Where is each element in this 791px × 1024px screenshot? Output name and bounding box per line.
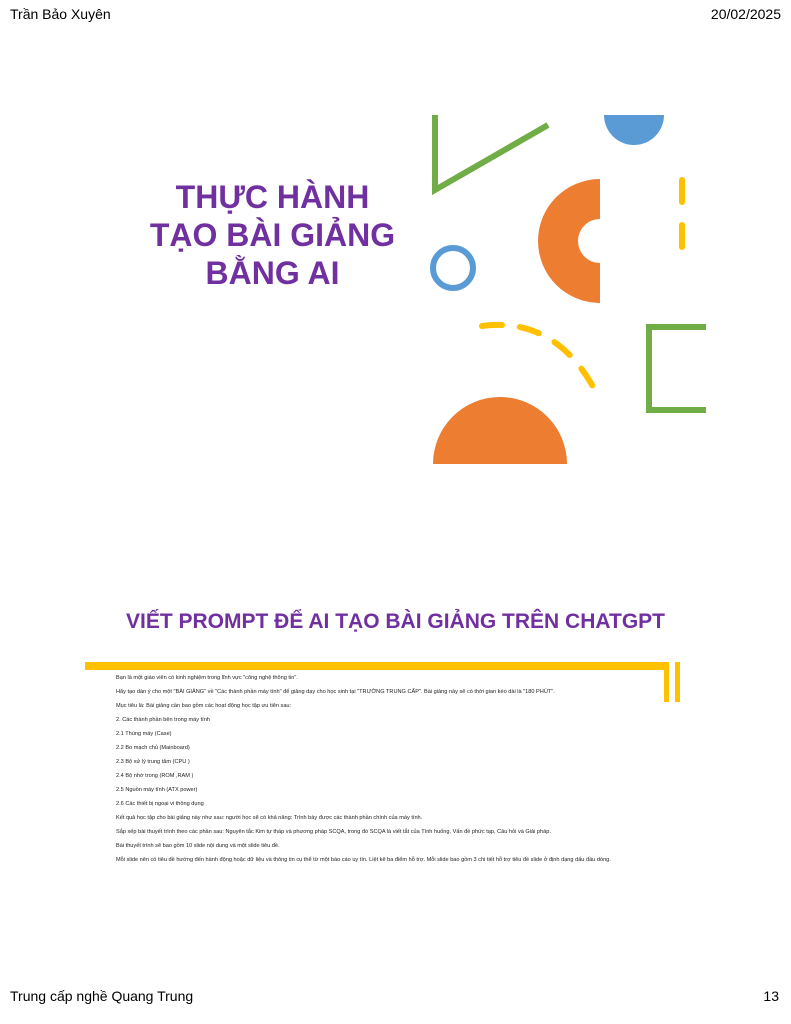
- slide2-title: VIẾT PROMPT ĐỂ AI TẠO BÀI GIẢNG TRÊN CHATGPT: [125, 610, 665, 633]
- blue-half-circle: [604, 115, 664, 145]
- prompt-line: 2.3 Bộ xử lý trung tâm (CPU ): [116, 759, 190, 765]
- prompt-line: 2.4 Bộ nhớ trong (ROM ,RAM ): [116, 773, 194, 779]
- header-author: Trần Bảo Xuyên: [10, 6, 111, 22]
- prompt-line: 2.2 Bo mạch chủ (Mainboard): [116, 745, 190, 751]
- prompt-line: 2.6 Các thiết bị ngoại vi thông dụng: [116, 801, 204, 807]
- green-triangle: [435, 115, 548, 190]
- slide1-title-line-3: BẰNG AI: [205, 255, 340, 291]
- prompt-line: Hãy tạo dàn ý cho một "BÀI GIẢNG" về "Các thành phần máy tính" để giảng dạy cho học sinh tại "TRƯỜNG TRUNG CẤP". Bài giảng này sẽ có thời gian kéo dài là "180 PHÚT".: [116, 689, 555, 695]
- green-square: [649, 327, 706, 410]
- accent-bar-2: [675, 662, 680, 702]
- prompt-line: Bạn là một giáo viên có kinh nghiệm trong lĩnh vực "công nghệ thông tin".: [116, 675, 298, 681]
- slide1-title-line-1: THỰC HÀNH: [175, 179, 370, 215]
- slide1-title-line-2: TẠO BÀI GIẢNG: [149, 217, 396, 253]
- footer-school: Trung cấp nghề Quang Trung: [10, 988, 194, 1004]
- prompt-line: Mỗi slide nên có tiêu đề hướng đến hành động hoặc dữ liệu và thông tin cụ thể từ một báo cáo uy tín. Liệt kê ba điểm hỗ trợ. Mỗi slide bao gồm 3 chi tiết hỗ trợ tiêu đề slide ở định dạng dấu đầu dòng.: [116, 857, 611, 863]
- prompt-text-block: [116, 675, 666, 871]
- prompt-line: 2.1 Thùng máy (Case): [116, 731, 172, 737]
- prompt-line: Sắp xếp bài thuyết trình theo các phần sau: Nguyên tắc Kim tự tháp và phương pháp SCQA, trong đó SCQA là viết tắt của Tình huống, Vấn đề phức tạp, Câu hỏi và Giải pháp.: [116, 829, 551, 835]
- prompt-line: Bài thuyết trình sẽ bao gồm 10 slide nội dung và một slide tiêu đề.: [116, 843, 280, 849]
- header-date: 20/02/2025: [710, 6, 781, 22]
- prompt-line: Mục tiêu là: Bài giảng cần bao gồm các hoạt động học tập ưu tiên sau:: [116, 703, 292, 709]
- prompt-line: 2.5 Nguồn máy tính (ATX power): [116, 787, 198, 793]
- prompt-line: Kết quả học tập cho bài giảng này như sau: người học sẽ có khả năng: Trình bày được các thành phần chính của máy tính.: [116, 815, 423, 821]
- title-underline: [85, 662, 665, 670]
- yellow-dashed-arc: [482, 325, 600, 400]
- prompt-line: 2. Các thành phần bên trong máy tính: [116, 717, 210, 723]
- page-number: 13: [763, 988, 779, 1004]
- orange-arc: [538, 179, 600, 303]
- orange-half-circle: [433, 397, 567, 464]
- blue-ring: [433, 248, 473, 288]
- decorative-shapes: [420, 110, 710, 470]
- slide1-title: [130, 178, 415, 292]
